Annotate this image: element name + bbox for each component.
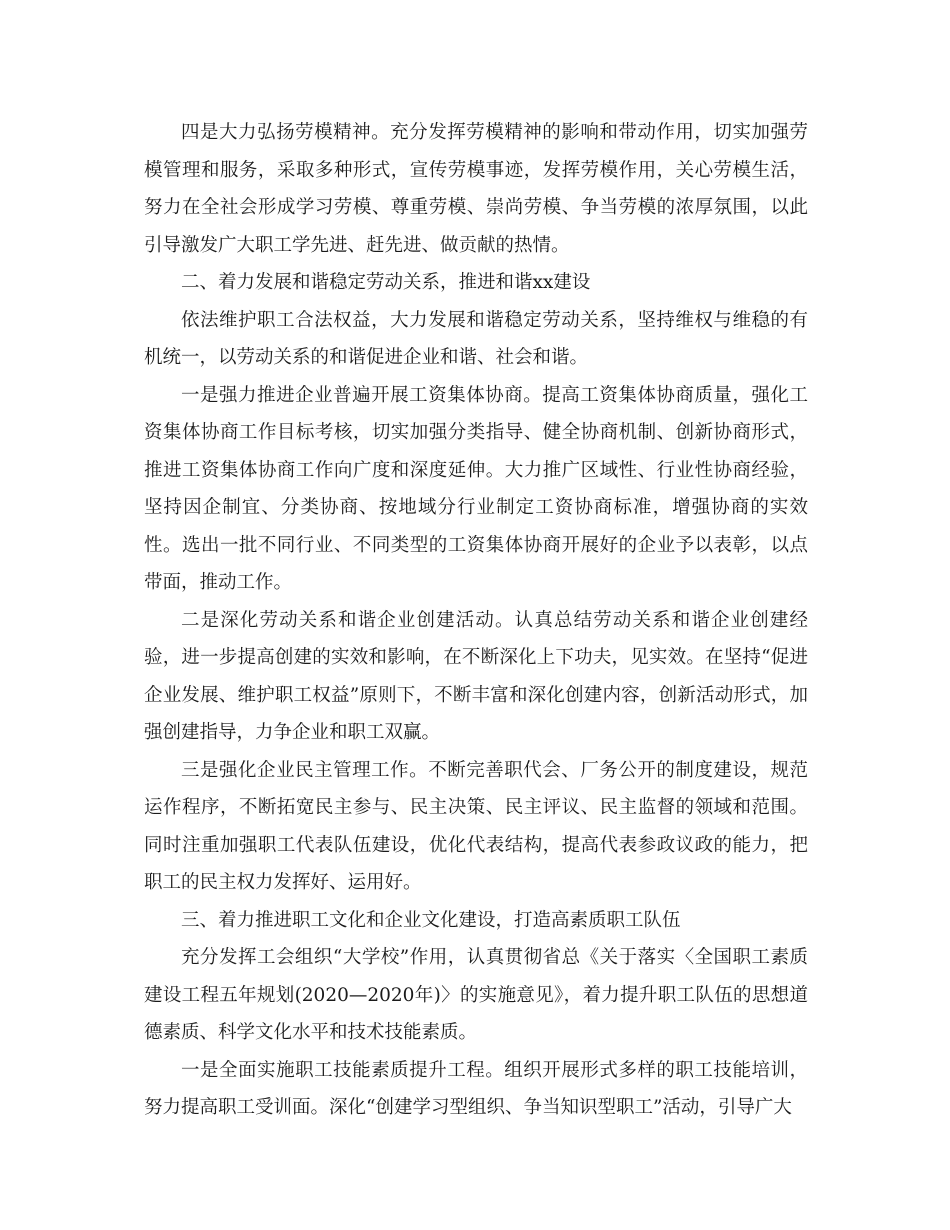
paragraph-skills-improvement: 一是全面实施职工技能素质提升工程。组织开展形式多样的职工技能培训，努力提高职工受训面。深化“创建学习型组织、争当知识型职工”活动，引导广大 [144, 1059, 808, 1118]
document-page [144, 114, 808, 1127]
paragraph-wage-negotiation: 一是强力推进企业普遍开展工资集体协商。提高工资集体协商质量，强化工资集体协商工作目标考核，切实加强分类指导、健全协商机制、创新协商形式，推进工资集体协商工作向广度和深度延伸。大力推广区域性、行业性协商经验，坚持因企制宜、分类协商、按地域分行业制定工资协商标准，增强协商的实效性。选出一批不同行业、不同类型的工资集体协商开展好的企业予以表彰，以点带面，推动工作。 [144, 384, 808, 593]
paragraph-model-worker-spirit: 四是大力弘扬劳模精神。充分发挥劳模精神的影响和带动作用，切实加强劳模管理和服务，采取多种形式，宣传劳模事迹，发挥劳模作用，关心劳模生活，努力在全社会形成学习劳模、尊重劳模、崇尚劳模、争当劳模的浓厚氛围，以此引导激发广大职工学先进、赶先进、做贡献的热情。 [144, 122, 808, 256]
paragraph-union-school-role: 充分发挥工会组织“大学校”作用，认真贯彻省总《关于落实〈全国职工素质建设工程五年规划(2020—2020年)〉的实施意见》，着力提升职工队伍的思想道德素质、科学文化水平和技术技能素质。 [144, 947, 808, 1043]
paragraph-rights-protection: 依法维护职工合法权益，大力发展和谐稳定劳动关系，坚持维权与维稳的有机统一，以劳动关系的和谐促进企业和谐、社会和谐。 [144, 309, 808, 368]
paragraph-harmonious-enterprise: 二是深化劳动关系和谐企业创建活动。认真总结劳动关系和谐企业创建经验，进一步提高创建的实效和影响，在不断深化上下功夫，见实效。在坚持“促进企业发展、维护职工权益”原则下，不断丰富和深化创建内容，创新活动形式，加强创建指导，力争企业和职工双赢。 [144, 609, 808, 743]
section-heading-labor-relations: 二、着力发展和谐稳定劳动关系，推进和谐xx建设 [181, 272, 591, 293]
section-heading-worker-culture: 三、着力推进职工文化和企业文化建设，打造高素质职工队伍 [181, 909, 681, 931]
paragraph-democratic-management: 三是强化企业民主管理工作。不断完善职代会、厂务公开的制度建设，规范运作程序，不断拓宽民主参与、民主决策、民主评议、民主监督的领域和范围。同时注重加强职工代表队伍建设，优化代表结构，提高代表参政议政的能力，把职工的民主权力发挥好、运用好。 [144, 759, 808, 893]
